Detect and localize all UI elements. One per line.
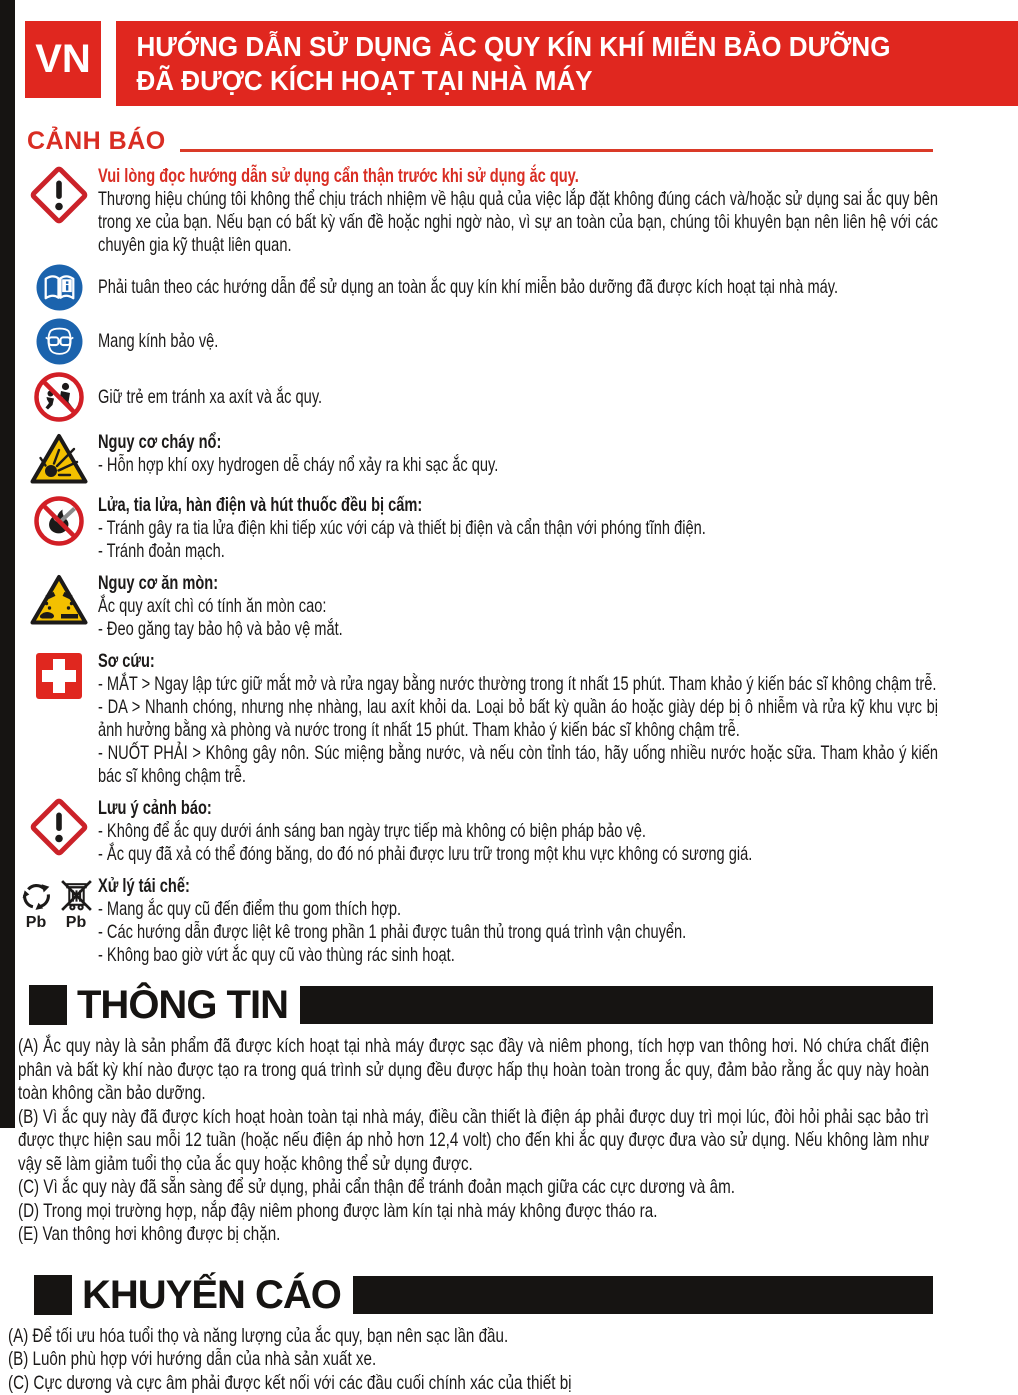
- warning-items: [0, 165, 945, 967]
- item-text: Giữ trẻ em tránh xa axít và ắc quy.: [98, 386, 938, 409]
- info-heading: THÔNG TIN: [77, 983, 288, 1027]
- advice-paragraph-b: (B) Luôn phù hợp với hướng dẫn của nhà sản xuất xe.: [8, 1348, 919, 1372]
- item-line: - Mang ắc quy cũ đến điểm thu gom thích hợp.: [98, 898, 938, 921]
- pb-label: Pb: [26, 915, 46, 930]
- warning-item-follow-instructions: [20, 264, 933, 311]
- first-aid-icon: [20, 650, 98, 788]
- advice-heading: KHUYẾN CÁO: [82, 1273, 341, 1317]
- title-band: [116, 21, 1018, 106]
- corrosive-hazard-icon: [20, 572, 98, 641]
- item-heading: Xử lý tái chế:: [98, 875, 938, 898]
- item-line: - Hỗn hợp khí oxy hydrogen dễ cháy nổ xảy ra khi sạc ắc quy.: [98, 454, 938, 477]
- info-paragraphs: [0, 1033, 945, 1247]
- warning-item-explosion: [20, 431, 933, 485]
- info-paragraph-e: (E) Van thông hơi không được bị chặn.: [18, 1223, 929, 1247]
- warning-item-caution-notes: [20, 797, 933, 866]
- item-line: - Không bao giờ vứt ắc quy cũ vào thùng rác sinh hoạt.: [98, 944, 938, 967]
- page-title: [116, 21, 955, 98]
- page-title-line1: HƯỚNG DẪN SỬ DỤNG ẮC QUY KÍN KHÍ MIỄN BẢO DƯỠNG: [136, 30, 954, 64]
- info-paragraph-d: (D) Trong mọi trường hợp, nắp đậy niêm phong được làm kín tại nhà máy không được tháo ra.: [18, 1200, 929, 1224]
- item-title: Vui lòng đọc hướng dẫn sử dụng cẩn thận trước khi sử dụng ắc quy.: [98, 165, 938, 188]
- info-paragraph-a: (A) Ắc quy này là sản phẩm đã được kích hoạt tại nhà máy được sạc đầy và niêm phong, tích hợp van thông hơi. Nó chứa chất điện phân và bất kỳ khí nào được tạo ra trong quá trình sử dụng đều được hấp thụ hoàn toàn trong ắc quy, đảm bảo rằng ắc quy này hoàn toàn không cần bảo dưỡng.: [18, 1035, 929, 1106]
- explosion-hazard-icon: [20, 431, 98, 485]
- item-line: - NUỐT PHẢI > Không gây nôn. Súc miệng bằng nước, và nếu còn tỉnh táo, hãy uống nhiều nước hoặc sữa. Tham khảo ý kiến bác sĩ không chậm trễ.: [98, 742, 938, 788]
- advice-paragraph-a: (A) Để tối ưu hóa tuổi thọ và năng lượng của ắc quy, bạn nên sạc lần đầu.: [8, 1325, 919, 1349]
- header-square: [29, 985, 67, 1025]
- advice-paragraphs: [0, 1323, 945, 1395]
- no-children-icon: [20, 372, 98, 422]
- no-fire-icon: [20, 494, 98, 563]
- warning-item-read-carefully: [20, 165, 933, 257]
- warning-item-corrosive: [20, 572, 933, 641]
- advice-paragraph-c: (C) Cực dương và cực âm phải được kết nối với các đầu cuối chính xác của thiết bị: [8, 1372, 919, 1395]
- item-heading: Nguy cơ ăn mòn:: [98, 572, 938, 595]
- header-square: [34, 1275, 72, 1315]
- recycle-icon: [18, 877, 55, 930]
- scan-edge-bar: [0, 0, 15, 1128]
- warning-item-keep-children-away: [20, 372, 933, 422]
- page-title-line2: ĐÃ ĐƯỢC KÍCH HOẠT TẠI NHÀ MÁY: [136, 64, 954, 98]
- advice-section-header: [34, 1273, 933, 1317]
- item-text: Mang kính bảo vệ.: [98, 330, 938, 353]
- warning-item-first-aid: [20, 650, 933, 788]
- warning-section-header: [27, 127, 933, 156]
- ghs-exclamation-icon: [20, 165, 98, 257]
- item-line: - Ắc quy đã xả có thể đóng băng, do đó nó phải được lưu trữ trong một khu vực không có sương giá.: [98, 843, 938, 866]
- language-badge: VN: [25, 21, 101, 98]
- item-heading: Lửa, tia lửa, hàn điện và hút thuốc đều bị cấm:: [98, 494, 938, 517]
- item-text: Phải tuân theo các hướng dẫn để sử dụng an toàn ắc quy kín khí miễn bảo dưỡng đã được kích hoạt tại nhà máy.: [98, 276, 938, 299]
- warning-item-eye-protection: [20, 318, 933, 365]
- info-paragraph-c: (C) Vì ắc quy này đã sẵn sàng để sử dụng, phải cẩn thận để tránh đoản mạch giữa các cực dương và âm.: [18, 1176, 929, 1200]
- header-bar: [300, 986, 933, 1024]
- item-line: - Các hướng dẫn được liệt kê trong phần 1 phải được tuân thủ trong quá trình vận chuyển.: [98, 921, 938, 944]
- item-heading: Nguy cơ cháy nổ:: [98, 431, 938, 454]
- read-manual-icon: [20, 264, 98, 311]
- eye-protection-icon: [20, 318, 98, 365]
- no-household-waste-icon: [58, 877, 95, 930]
- ghs-exclamation-icon: [20, 797, 98, 866]
- warning-heading: CẢNH BÁO: [27, 127, 166, 156]
- item-line: - DA > Nhanh chóng, nhưng nhẹ nhàng, lau axít khỏi da. Loại bỏ bất kỳ quần áo hoặc giày dép bị ô nhiễm và rửa kỹ khu vực bị ảnh hưởng bằng xà phòng và nước trong ít nhất 15 phút. Tham khảo ý kiến bác sĩ không chậm trễ.: [98, 696, 938, 742]
- recycle-pb-icons: [20, 875, 98, 967]
- warning-item-recycling: [20, 875, 933, 967]
- item-heading: Lưu ý cảnh báo:: [98, 797, 938, 820]
- item-line: - Tránh đoản mạch.: [98, 540, 938, 563]
- warning-rule: [180, 149, 933, 152]
- item-heading: Sơ cứu:: [98, 650, 938, 673]
- header: [0, 0, 945, 106]
- info-section-header: [29, 983, 933, 1027]
- item-line: - Không để ắc quy dưới ánh sáng ban ngày trực tiếp mà không có biện pháp bảo vệ.: [98, 820, 938, 843]
- item-line: - Đeo găng tay bảo hộ và bảo vệ mắt.: [98, 618, 938, 641]
- item-body: Thương hiệu chúng tôi không thể chịu trách nhiệm về hậu quả của việc lắp đặt không đúng cách và/hoặc sử dụng sai ắc quy bên trong xe của bạn. Nếu bạn có bất kỳ vấn đề hoặc nghi ngờ nào, vì sự an toàn của bạn, chúng tôi khuyên bạn nên liên hệ với các chuyên gia kỹ thuật liên quan.: [98, 188, 938, 257]
- warning-item-no-fire: [20, 494, 933, 563]
- header-bar: [353, 1276, 933, 1314]
- info-paragraph-b: (B) Vì ắc quy này đã được kích hoạt hoàn toàn tại nhà máy, điều cần thiết là điện áp phải được duy trì mọi lúc, đòi hỏi phải sạc bảo trì được thực hiện sau mỗi 12 tuần (hoặc nếu điện áp nhỏ hơn 12,4 volt) cho đến khi ắc quy được đưa vào sử dụng. Nếu không làm như vậy sẽ làm giảm tuổi thọ của ắc quy hoặc không thể sử dụng được.: [18, 1106, 929, 1177]
- pb-label: Pb: [66, 915, 86, 930]
- item-line: Ắc quy axít chì có tính ăn mòn cao:: [98, 595, 938, 618]
- item-line: - MẮT > Ngay lập tức giữ mắt mở và rửa ngay bằng nước thường trong ít nhất 15 phút. Tham khảo ý kiến bác sĩ không chậm trễ.: [98, 673, 938, 696]
- item-line: - Tránh gây ra tia lửa điện khi tiếp xúc với cáp và thiết bị điện và cẩn thận với phóng tĩnh điện.: [98, 517, 938, 540]
